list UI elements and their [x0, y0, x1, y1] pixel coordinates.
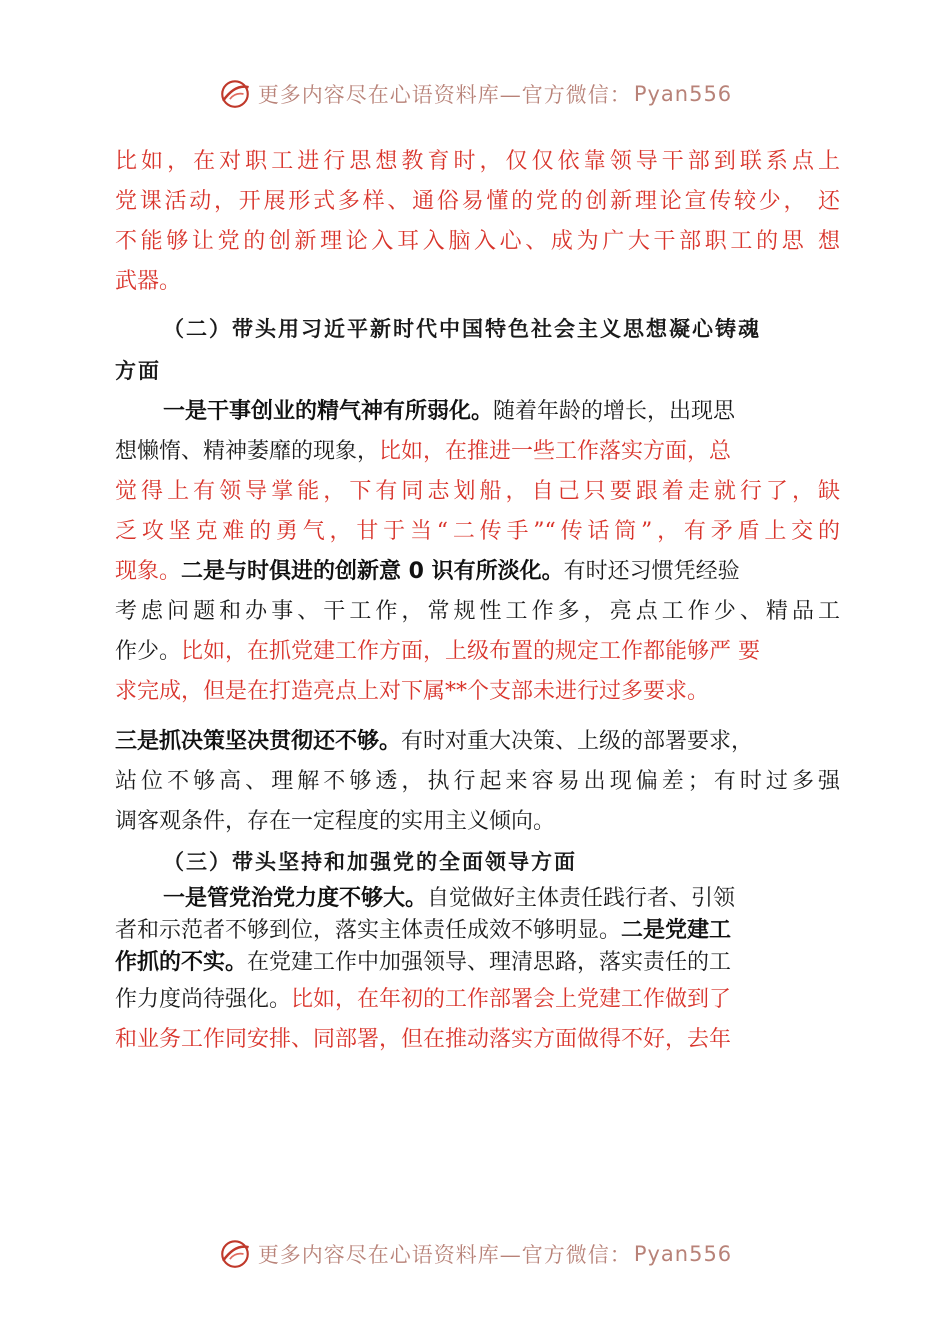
footer-watermark — [0, 1234, 950, 1274]
text-line: 三是抓决策坚决贯彻还不够。有时对重大决策、上级的部署要求， — [115, 729, 754, 754]
text-line: 一是干事创业的精气神有所弱化。随着年龄的增长，出现思 — [163, 399, 736, 424]
text-line: 一是管党治党力度不够大。自觉做好主体责任践行者、引领 — [163, 886, 736, 911]
text-line: 调客观条件，存在一定程度的实用主义倾向。 — [115, 809, 556, 834]
header-watermark — [0, 74, 950, 114]
text-line: 乏攻坚克难的勇气，甘于当“二传手”“传话筒”，有矛盾上交的 — [115, 519, 840, 544]
section-heading: （二）带头用习近平新时代中国特色社会主义思想凝心铸魂 — [163, 316, 761, 341]
bold-lead: 作抓的不实。 — [115, 950, 248, 975]
text-line: 作少。比如，在抓党建工作方面，上级布置的规定工作都能够严 要 — [115, 639, 761, 664]
bold-lead: 一是管党治党力度不够大。 — [163, 886, 428, 911]
bold-lead: 一是干事创业的精气神有所弱化。 — [163, 399, 494, 424]
text-line: 求完成，但是在打造亮点上对下属**个支部未进行过多要求。 — [115, 679, 710, 704]
logo-icon — [218, 77, 252, 111]
text-line: 觉得上有领导掌能，下有同志划船，自己只要跟着走就行了，缺 — [115, 479, 840, 504]
text-line: 党课活动，开展形式多样、通俗易懂的党的创新理论宣传较少， 还 — [115, 189, 840, 214]
watermark-id: Pyan556 — [633, 1242, 733, 1266]
text-line: 现象。二是与时俱进的创新意 0 识有所淡化。有时还习惯凭经验 — [115, 559, 740, 584]
watermark-text: 更多内容尽在心语资料库—官方微信： — [257, 83, 632, 107]
text-line: 考虑问题和办事、干工作，常规性工作多，亮点工作少、精品工 — [115, 599, 840, 624]
bold-lead: 二是与时俱进的创新意 0 识有所淡化。 — [181, 559, 564, 584]
text-line: 和业务工作同安排、同部署，但在推动落实方面做得不好，去年 — [115, 1027, 732, 1052]
text-line: 不能够让党的创新理论入耳入脑入心、成为广大干部职工的思 想 — [115, 229, 840, 254]
text-line: 站位不够高、理解不够透，执行起来容易出现偏差；有时过多强 — [115, 769, 840, 794]
section-heading: （三）带头坚持和加强党的全面领导方面 — [163, 849, 577, 874]
text-line: 比如，在对职工进行思想教育时，仅仅依靠领导干部到联系点上 — [115, 149, 840, 174]
section-heading-cont: 方面 — [115, 358, 161, 383]
logo-icon — [218, 1237, 252, 1271]
document-body — [115, 142, 840, 1060]
text-line: 武器。 — [115, 269, 182, 294]
text-line: 者和示范者不够到位，落实主体责任成效不够明显。二是党建工 — [115, 918, 732, 943]
text-line: 作抓的不实。在党建工作中加强领导、理清思路，落实责任的工 — [115, 950, 732, 975]
text-line: 作力度尚待强化。比如，在年初的工作部署会上党建工作做到了 — [115, 987, 732, 1012]
text-line: 想懒惰、精神萎靡的现象，比如，在推进一些工作落实方面，总 — [115, 439, 732, 464]
bold-lead: 三是抓决策坚决贯彻还不够。 — [115, 729, 402, 754]
bold-lead: 二是党建工 — [621, 918, 732, 943]
watermark-text: 更多内容尽在心语资料库—官方微信： — [257, 1243, 632, 1267]
watermark-id: Pyan556 — [633, 82, 733, 106]
